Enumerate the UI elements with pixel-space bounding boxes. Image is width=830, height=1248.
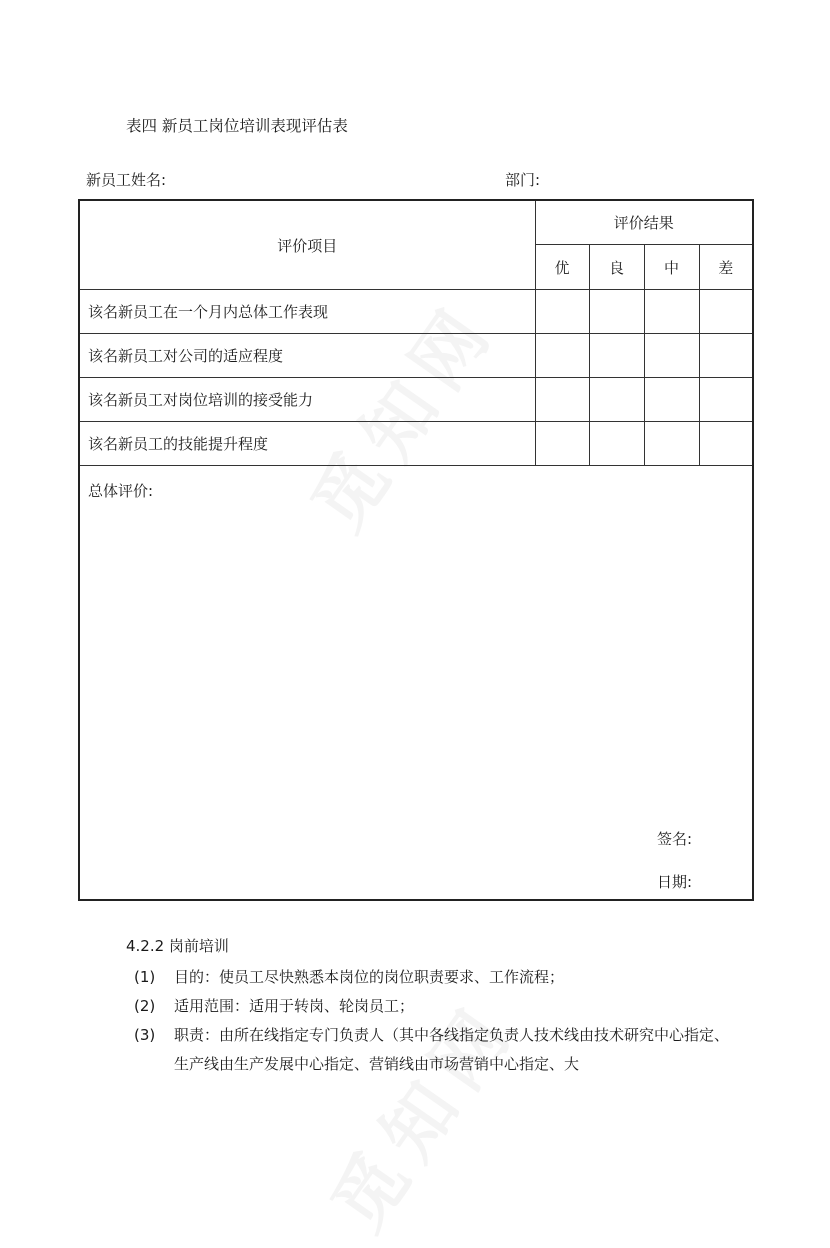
score-cell[interactable] (699, 378, 753, 422)
score-cell[interactable] (535, 334, 589, 378)
score-cell[interactable] (535, 378, 589, 422)
result-header: 评价结果 (535, 200, 753, 245)
score-cell[interactable] (644, 422, 699, 466)
score-cell[interactable] (644, 334, 699, 378)
list-item (134, 963, 734, 992)
signature-label: 签名: (657, 830, 693, 848)
row-label: 该名新员工的技能提升程度 (79, 422, 535, 466)
page-title: 表四 新员工岗位培训表现评估表 (126, 117, 348, 135)
table-row (79, 290, 753, 334)
grade-excellent: 优 (535, 245, 589, 290)
score-cell[interactable] (644, 290, 699, 334)
score-cell[interactable] (535, 290, 589, 334)
list-text: 职责：由所在线指定专门负责人（其中各线指定负责人技术线由技术研究中心指定、生产线由生产发展中心指定、营销线由市场营销中心指定、大 (174, 1026, 730, 1073)
summary-area[interactable] (79, 466, 753, 901)
summary-label: 总体评价: (88, 482, 154, 500)
list-item (134, 1021, 734, 1079)
grade-average: 中 (644, 245, 699, 290)
department-label: 部门: (505, 171, 541, 189)
list-number: (1) (134, 968, 156, 986)
score-cell[interactable] (699, 334, 753, 378)
list-item (134, 992, 734, 1021)
score-cell[interactable] (589, 334, 644, 378)
table-row (79, 334, 753, 378)
grade-poor: 差 (699, 245, 753, 290)
item-header: 评价项目 (79, 200, 535, 290)
list-number: (2) (134, 997, 156, 1015)
score-cell[interactable] (589, 378, 644, 422)
row-label: 该名新员工在一个月内总体工作表现 (79, 290, 535, 334)
list-number: (3) (134, 1026, 156, 1044)
grade-good: 良 (589, 245, 644, 290)
section-title: 4.2.2 岗前培训 (126, 937, 229, 955)
score-cell[interactable] (699, 290, 753, 334)
table-row (79, 378, 753, 422)
score-cell[interactable] (535, 422, 589, 466)
date-label: 日期: (657, 873, 693, 891)
employee-name-label: 新员工姓名: (86, 171, 167, 189)
row-label: 该名新员工对公司的适应程度 (79, 334, 535, 378)
section-list (134, 963, 734, 1079)
score-cell[interactable] (589, 290, 644, 334)
evaluation-table (78, 199, 754, 901)
row-label: 该名新员工对岗位培训的接受能力 (79, 378, 535, 422)
table-row (79, 422, 753, 466)
score-cell[interactable] (699, 422, 753, 466)
score-cell[interactable] (589, 422, 644, 466)
list-text: 适用范围：适用于转岗、轮岗员工； (174, 997, 415, 1015)
score-cell[interactable] (644, 378, 699, 422)
list-text: 目的：使员工尽快熟悉本岗位的岗位职责要求、工作流程； (174, 968, 565, 986)
